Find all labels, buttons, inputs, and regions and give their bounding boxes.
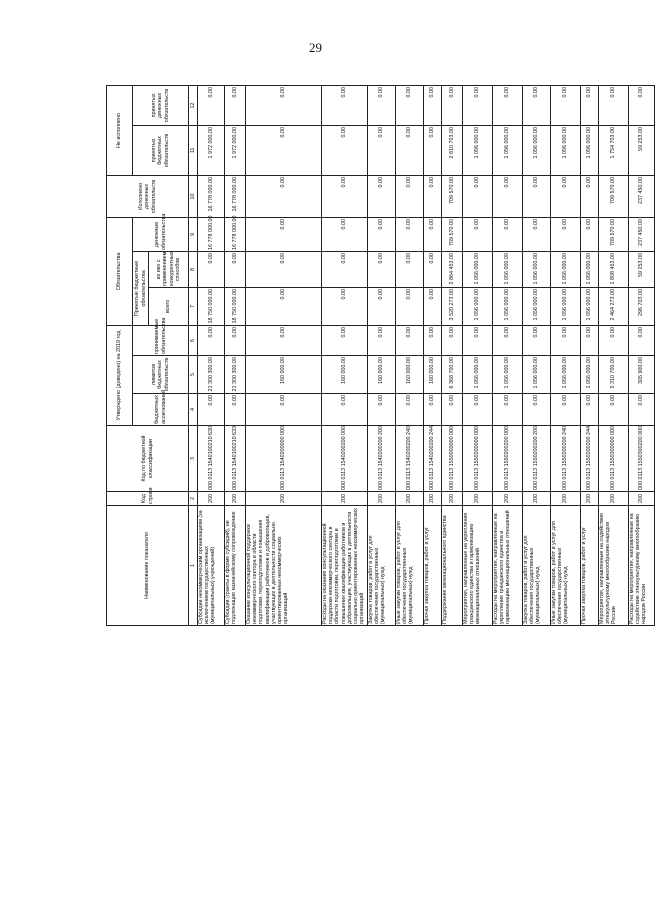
row-value-c5: 21 300 300.00 xyxy=(225,356,246,394)
row-value-c8: 0.00 xyxy=(396,251,424,287)
row-value-c7: 18 750 000.00 xyxy=(198,287,225,325)
row-value-c6: 0.00 xyxy=(396,325,424,355)
row-budget-code: 000 0113 1550200200 244 xyxy=(581,426,599,492)
row-value-c11: 1 972 000.00 xyxy=(225,125,246,175)
column-number: 4 xyxy=(189,394,198,426)
row-name: Иные закупки товаров, работ и услуг для обеспечения государственных (муниципальных) нужд xyxy=(551,506,581,626)
row-value-c4: 0.00 xyxy=(551,394,581,426)
row-value-c7: 0.00 xyxy=(368,287,396,325)
row-value-c9: 0.00 xyxy=(368,217,396,251)
row-name: Расходы на мероприятия, направленные на укрепление гражданского единства и гармонизацию межнациональных отношений xyxy=(493,506,523,626)
row-line-code: 200 xyxy=(493,492,523,506)
row-value-c11: 1 056 000.00 xyxy=(493,125,523,175)
row-name: Субсидии (гранты в форме субсидий), не подлежащие казначейскому сопровождению xyxy=(225,506,246,626)
row-value-c8: 1 056 000.00 xyxy=(581,251,599,287)
row-value-c7: 0.00 xyxy=(322,287,368,325)
row-value-c12: 0.00 xyxy=(246,85,322,125)
row-name: Мероприятия, направленные на укрепление гражданского единства и гармонизацию межнациональных отношений xyxy=(463,506,493,626)
row-name: Расходы на оказание консультационной поддержки некоммерческого сектора в области подготовки, переподготовки и повышения квалификации работников и добровольцев, участвующих в деятельности социально ориентированных некоммерческих организаций xyxy=(322,506,368,626)
row-value-c9: 16 778 000.00 xyxy=(198,217,225,251)
row-value-c8: 0.00 xyxy=(225,251,246,287)
table-row xyxy=(551,85,581,625)
header-monetary: денежные обязательства xyxy=(133,217,189,251)
table-row xyxy=(599,85,629,625)
row-value-c6: 0.00 xyxy=(599,325,629,355)
row-value-c10: 237 450.00 xyxy=(629,175,655,217)
column-number: 10 xyxy=(189,175,198,217)
row-name: Поддержание межнационального единства xyxy=(442,506,463,626)
row-value-c7: 1 056 000.00 xyxy=(551,287,581,325)
row-value-c8: 59 253.00 xyxy=(629,251,655,287)
row-value-c5: 160 000.00 xyxy=(368,356,396,394)
row-value-c5: 5 310 700.00 xyxy=(599,356,629,394)
row-value-c6: 0.00 xyxy=(442,325,463,355)
row-value-c5: 305 900.00 xyxy=(629,356,655,394)
row-value-c9: 0.00 xyxy=(424,217,442,251)
row-value-c9: 0.00 xyxy=(551,217,581,251)
header-name: Наименование показателя xyxy=(107,506,189,626)
row-value-c5: 1 056 000.00 xyxy=(523,356,551,394)
row-value-c12: 0.00 xyxy=(225,85,246,125)
row-line-code: 200 xyxy=(396,492,424,506)
row-value-c10: 0.00 xyxy=(396,175,424,217)
table-row xyxy=(396,85,424,625)
row-line-code: 200 xyxy=(599,492,629,506)
row-value-c7: 1 056 000.00 xyxy=(581,287,599,325)
table-row xyxy=(523,85,551,625)
row-value-c10: 0.00 xyxy=(463,175,493,217)
row-name: Прочая закупка товаров, работ и услуг xyxy=(581,506,599,626)
row-value-c8: 1 056 000.00 xyxy=(463,251,493,287)
row-value-c11: 0.00 xyxy=(424,125,442,175)
table-row xyxy=(368,85,396,625)
row-name: Субсидии некоммерческим организациям (за исключением государственных (муниципальных) учреждений) xyxy=(198,506,225,626)
row-value-c11: 1 056 000.00 xyxy=(551,125,581,175)
table-row xyxy=(225,85,246,625)
header-not-executed: Не исполнено xyxy=(107,85,133,175)
column-number: 5 xyxy=(189,356,198,394)
row-value-c10: 709 570.00 xyxy=(599,175,629,217)
row-line-code: 200 xyxy=(246,492,322,506)
row-value-c11: 1 754 703.00 xyxy=(599,125,629,175)
row-value-c5: 1 056 000.00 xyxy=(463,356,493,394)
row-value-c12: 0.00 xyxy=(629,85,655,125)
row-value-c12: 0.00 xyxy=(424,85,442,125)
header-accepted: принимаемые обязательства xyxy=(133,325,189,355)
table-row xyxy=(493,85,523,625)
row-value-c9: 237 450.00 xyxy=(629,217,655,251)
table-row xyxy=(442,85,463,625)
row-value-c6: 0.00 xyxy=(246,325,322,355)
row-value-c10: 16 778 000.00 xyxy=(198,175,225,217)
row-value-c9: 16 778 000.00 xyxy=(225,217,246,251)
row-value-c10: 0.00 xyxy=(493,175,523,217)
row-value-c7: 1 056 000.00 xyxy=(493,287,523,325)
row-value-c6: 0.00 xyxy=(322,325,368,355)
row-value-c4: 0.00 xyxy=(599,394,629,426)
row-value-c5: 1 056 000.00 xyxy=(581,356,599,394)
row-value-c8: 1 056 000.00 xyxy=(493,251,523,287)
header-accepted-budget-ne: принятых бюджетных обязательств xyxy=(133,125,189,175)
row-value-c9: 0.00 xyxy=(581,217,599,251)
row-value-c10: 709 570.00 xyxy=(442,175,463,217)
table-row xyxy=(198,85,225,625)
row-value-c6: 0.00 xyxy=(493,325,523,355)
row-budget-code: 000 0113 1550000000 000 xyxy=(442,426,463,492)
header-line-code: Код строки xyxy=(107,492,189,506)
row-value-c12: 0.00 xyxy=(599,85,629,125)
row-budget-code: 000 0113 1540200200 000 xyxy=(322,426,368,492)
header-limits: лимитов бюджетных обязательств xyxy=(133,356,189,394)
row-value-c5: 21 300 300.00 xyxy=(198,356,225,394)
row-name: Мероприятия, направленные на содействие этнокультурному многообразию народов России xyxy=(599,506,629,626)
row-line-code: 200 xyxy=(424,492,442,506)
row-value-c10: 0.00 xyxy=(424,175,442,217)
row-value-c7: 1 056 000.00 xyxy=(523,287,551,325)
row-value-c12: 0.00 xyxy=(442,85,463,125)
row-budget-code: 000 0113 1550200200 000 xyxy=(493,426,523,492)
row-value-c8: 0.00 xyxy=(368,251,396,287)
row-value-c11: 0.00 xyxy=(322,125,368,175)
row-value-c12: 0.00 xyxy=(493,85,523,125)
row-line-code: 200 xyxy=(551,492,581,506)
row-budget-code: 000 0113 1540100210 633 xyxy=(225,426,246,492)
row-value-c9: 709 570.00 xyxy=(442,217,463,251)
row-value-c12: 0.00 xyxy=(322,85,368,125)
column-numbers-row xyxy=(189,85,198,625)
column-number: 1 xyxy=(189,506,198,626)
row-value-c8: 0.00 xyxy=(198,251,225,287)
row-value-c8: 0.00 xyxy=(322,251,368,287)
row-value-c4: 0.00 xyxy=(198,394,225,426)
header-obligations: Обязательства xyxy=(107,217,133,325)
row-name: Расходы на мероприятия, направленные на содействие этнокультурному многообразию народов России xyxy=(629,506,655,626)
row-value-c4: 0.00 xyxy=(322,394,368,426)
row-value-c5: 160 000.00 xyxy=(424,356,442,394)
table-row xyxy=(246,85,322,625)
column-number: 9 xyxy=(189,217,198,251)
row-value-c4: 0.00 xyxy=(463,394,493,426)
table-row xyxy=(424,85,442,625)
row-value-c6: 0.00 xyxy=(463,325,493,355)
row-value-c9: 0.00 xyxy=(523,217,551,251)
row-value-c4: 0.00 xyxy=(581,394,599,426)
row-value-c7: 296 703.00 xyxy=(629,287,655,325)
row-budget-code: 000 0113 1540200200 244 xyxy=(424,426,442,492)
row-value-c4: 0.00 xyxy=(424,394,442,426)
table-row xyxy=(629,85,655,625)
row-value-c4: 0.00 xyxy=(225,394,246,426)
row-value-c4: 0.00 xyxy=(523,394,551,426)
header-accepted-budget: Принятые бюджетные обязательства xyxy=(133,251,149,325)
row-value-c5: 1 056 000.00 xyxy=(551,356,581,394)
row-value-c10: 16 778 000.00 xyxy=(225,175,246,217)
row-value-c4: 0.00 xyxy=(246,394,322,426)
column-number: 11 xyxy=(189,125,198,175)
row-value-c9: 709 570.00 xyxy=(599,217,629,251)
row-budget-code: 000 0113 1550300200 000 xyxy=(629,426,655,492)
row-budget-code: 000 0113 1550300000 000 xyxy=(599,426,629,492)
row-line-code: 200 xyxy=(198,492,225,506)
row-name: Оказание консультационной поддержки некоммерческого сектора в области подготовки, переподготовки и повышения квалификации работников и добровольцев, участвующих в деятельности социально ориентированных некоммерческих организаций xyxy=(246,506,322,626)
rotated-table-container xyxy=(106,86,648,626)
row-name: Прочая закупка товаров, работ и услуг xyxy=(424,506,442,626)
row-value-c11: 2 810 703.00 xyxy=(442,125,463,175)
row-line-code: 200 xyxy=(629,492,655,506)
row-budget-code: 000 0113 1540200200 200 xyxy=(368,426,396,492)
row-value-c11: 1 056 000.00 xyxy=(463,125,493,175)
table-row xyxy=(463,85,493,625)
column-number: 7 xyxy=(189,287,198,325)
row-value-c7: 1 056 000.00 xyxy=(463,287,493,325)
row-value-c10: 0.00 xyxy=(523,175,551,217)
row-value-c11: 0.00 xyxy=(368,125,396,175)
row-value-c12: 0.00 xyxy=(581,85,599,125)
row-value-c7: 3 520 273.00 xyxy=(442,287,463,325)
row-value-c7: 2 464 273.00 xyxy=(599,287,629,325)
row-value-c11: 1 056 000.00 xyxy=(581,125,599,175)
budget-execution-table xyxy=(106,85,655,626)
row-value-c6: 0.00 xyxy=(551,325,581,355)
row-value-c11: 59 253.00 xyxy=(629,125,655,175)
row-value-c9: 0.00 xyxy=(322,217,368,251)
row-value-c8: 1 056 000.00 xyxy=(551,251,581,287)
row-budget-code: 000 0113 1550200000 000 xyxy=(463,426,493,492)
column-number: 2 xyxy=(189,492,198,506)
row-value-c5: 160 000.00 xyxy=(246,356,322,394)
page-number: 29 xyxy=(309,40,322,55)
row-value-c11: 0.00 xyxy=(396,125,424,175)
row-value-c7: 18 750 000.00 xyxy=(225,287,246,325)
column-number: 6 xyxy=(189,325,198,355)
header-of-which: из них с применением конкурентных способов xyxy=(149,251,189,287)
row-value-c10: 0.00 xyxy=(551,175,581,217)
row-value-c6: 0.00 xyxy=(523,325,551,355)
row-value-c7: 0.00 xyxy=(424,287,442,325)
table-row xyxy=(581,85,599,625)
row-value-c9: 0.00 xyxy=(463,217,493,251)
row-value-c9: 0.00 xyxy=(246,217,322,251)
row-name: Закупка товаров, работ и услуг для обеспечения государственных (муниципальных) нужд xyxy=(523,506,551,626)
row-value-c10: 0.00 xyxy=(368,175,396,217)
row-budget-code: 000 0113 1540100210 630 xyxy=(198,426,225,492)
row-value-c12: 0.00 xyxy=(396,85,424,125)
row-line-code: 200 xyxy=(442,492,463,506)
row-value-c6: 0.00 xyxy=(581,325,599,355)
column-number: 12 xyxy=(189,85,198,125)
row-budget-code: 000 0113 1550200200 200 xyxy=(523,426,551,492)
row-value-c6: 0.00 xyxy=(424,325,442,355)
row-value-c12: 0.00 xyxy=(463,85,493,125)
row-value-c5: 1 056 000.00 xyxy=(493,356,523,394)
row-line-code: 200 xyxy=(322,492,368,506)
header-budget-allocations: бюджетных ассигнований xyxy=(133,394,189,426)
row-value-c7: 0.00 xyxy=(396,287,424,325)
row-value-c11: 1 972 000.00 xyxy=(198,125,225,175)
row-line-code: 200 xyxy=(225,492,246,506)
row-value-c8: 0.00 xyxy=(246,251,322,287)
row-value-c10: 0.00 xyxy=(322,175,368,217)
row-value-c9: 0.00 xyxy=(493,217,523,251)
row-value-c5: 160 000.00 xyxy=(322,356,368,394)
row-budget-code: 000 0113 1550200200 240 xyxy=(551,426,581,492)
row-budget-code: 000 0113 1540200000 000 xyxy=(246,426,322,492)
header-accepted-monetary-ne: принятых денежных обязательств xyxy=(133,85,189,125)
row-value-c4: 0.00 xyxy=(629,394,655,426)
row-budget-code: 000 0113 1540200200 240 xyxy=(396,426,424,492)
header-total: всего xyxy=(149,287,189,325)
row-line-code: 200 xyxy=(368,492,396,506)
row-value-c10: 0.00 xyxy=(246,175,322,217)
row-value-c8: 1 056 000.00 xyxy=(523,251,551,287)
row-value-c4: 0.00 xyxy=(396,394,424,426)
row-value-c12: 0.00 xyxy=(523,85,551,125)
row-value-c4: 0.00 xyxy=(442,394,463,426)
row-value-c6: 0.00 xyxy=(198,325,225,355)
row-name: Иные закупки товаров, работ и услуг для обеспечения государственных (муниципальных) нужд xyxy=(396,506,424,626)
row-value-c12: 0.00 xyxy=(551,85,581,125)
column-number: 8 xyxy=(189,251,198,287)
row-value-c12: 0.00 xyxy=(368,85,396,125)
row-value-c5: 160 000.00 xyxy=(396,356,424,394)
row-value-c4: 0.00 xyxy=(368,394,396,426)
table-row xyxy=(322,85,368,625)
table-body xyxy=(198,85,655,625)
row-value-c12: 0.00 xyxy=(198,85,225,125)
row-value-c11: 0.00 xyxy=(246,125,322,175)
row-line-code: 200 xyxy=(463,492,493,506)
row-value-c8: 2 864 453.00 xyxy=(442,251,463,287)
row-value-c10: 0.00 xyxy=(581,175,599,217)
row-value-c7: 0.00 xyxy=(246,287,322,325)
row-name: Закупка товаров, работ и услуг для обеспечения государственных (муниципальных) нужд xyxy=(368,506,396,626)
row-value-c6: 0.00 xyxy=(225,325,246,355)
header-budget-code: Код по бюджетной классификации xyxy=(107,426,189,492)
row-value-c8: 1 808 453.00 xyxy=(599,251,629,287)
row-value-c11: 1 056 000.00 xyxy=(523,125,551,175)
row-line-code: 200 xyxy=(581,492,599,506)
row-value-c8: 0.00 xyxy=(424,251,442,287)
row-value-c9: 0.00 xyxy=(396,217,424,251)
header-approved: Утверждено (доведено) на 2019 год xyxy=(107,325,133,425)
row-value-c6: 0.00 xyxy=(629,325,655,355)
row-value-c5: 6 368 700.00 xyxy=(442,356,463,394)
header-executed: Исполнено денежных обязательств xyxy=(107,175,189,217)
row-line-code: 200 xyxy=(523,492,551,506)
row-value-c6: 0.00 xyxy=(368,325,396,355)
column-number: 3 xyxy=(189,426,198,492)
row-value-c4: 0.00 xyxy=(493,394,523,426)
